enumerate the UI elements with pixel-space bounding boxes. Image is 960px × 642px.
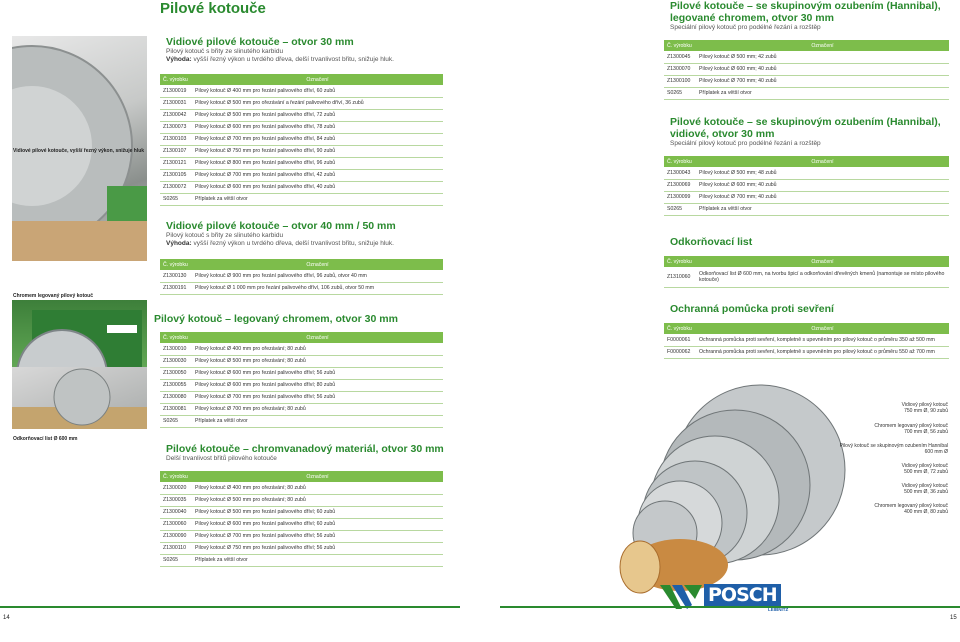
advantage-line: Výhoda: vyšší řezný výkon u tvrdého dřeva, delší trvanlivost břitu, snižuje hluk. (166, 240, 394, 247)
table-row (664, 51, 949, 63)
table-row (664, 179, 949, 191)
blade-caption: Pilový kotouč se skupinovým ozubením Hannibal 600 mm Ø (839, 443, 948, 455)
table-row (664, 63, 949, 75)
product-description: Pilový kotouč Ø 750 mm pro řezání palivového dříví; 56 zubů (192, 542, 443, 554)
product-table-chrome (160, 332, 443, 428)
table-row (160, 355, 443, 367)
product-code: Z1300031 (160, 97, 192, 109)
product-table-carbide-30 (160, 74, 443, 206)
section-title-2: legované chromem, otvor 30 mm (670, 12, 834, 24)
product-code: S0265 (664, 203, 696, 215)
product-code: Z1300060 (160, 518, 192, 530)
table-row (160, 554, 443, 566)
product-description: Pilový kotouč Ø 400 mm pro řezání palivového dříví, 60 zubů (192, 85, 443, 97)
product-code: Z1300103 (160, 133, 192, 145)
product-description: Pilový kotouč Ø 400 mm pro ořezávání; 80 zubů (192, 343, 443, 355)
section-subtitle: Delší trvanlivost břitů pilového kotouče (166, 455, 277, 462)
col-code: Č. výrobku (160, 74, 192, 85)
product-description: Pilový kotouč Ø 600 mm pro řezání palivového dříví, 78 zubů (192, 121, 443, 133)
section-title: Pilové kotouče – chromvanadový materiál, otvor 30 mm (166, 443, 444, 455)
product-code: Z1300030 (160, 355, 192, 367)
table-row (160, 121, 443, 133)
table-row (160, 169, 443, 181)
blade-caption: Chromem legovaný pilový kotouč 700 mm Ø, 56 zubů (874, 423, 948, 435)
product-description: Pilový kotouč Ø 700 mm pro řezání palivového dříví; 56 zubů (192, 391, 443, 403)
product-code: S0265 (160, 554, 192, 566)
product-description: Pilový kotouč Ø 700 mm pro ořezávání; 80 zubů (192, 403, 443, 415)
product-code: F0000061 (664, 334, 696, 346)
product-code: Z1300045 (664, 51, 696, 63)
col-desc: Označení (696, 323, 949, 334)
table-row (160, 494, 443, 506)
col-desc: Označení (696, 156, 949, 167)
section-subtitle: Pilový kotouč s břity ze slinutého karbidu (166, 232, 284, 239)
product-description: Pilový kotouč Ø 500 mm pro řezání palivového dříví; 60 zubů (192, 506, 443, 518)
product-code: Z1300040 (160, 506, 192, 518)
product-description: Pilový kotouč Ø 700 mm pro řezání palivového dříví, 42 zubů (192, 169, 443, 181)
table-row (664, 167, 949, 179)
product-code: Z1300020 (160, 482, 192, 494)
table-row (160, 415, 443, 427)
product-code: S0265 (160, 415, 192, 427)
section-title-debarker: Odkorňovací list (670, 236, 753, 248)
product-description: Ochranná pomůcka proti sevření, kompletně s upevněním pro pilový kotouč o průměru 350 až 500 mm (696, 334, 949, 346)
photo-debarker (12, 367, 147, 429)
col-desc: Označení (192, 74, 443, 85)
table-row (160, 145, 443, 157)
product-description: Pilový kotouč Ø 500 mm pro ořezávání a řezání palivového dříví, 36 zubů (192, 97, 443, 109)
table-row (160, 181, 443, 193)
table-row (160, 85, 443, 97)
table-row (664, 267, 949, 287)
section-hannibal-chrome (670, 0, 960, 32)
product-code: Z1300105 (160, 169, 192, 181)
product-code: S0265 (160, 193, 192, 205)
table-row (664, 334, 949, 346)
section-title: Vidiové pilové kotouče – otvor 40 mm / 50 mm (166, 220, 396, 232)
product-table-carbide-40-50 (160, 259, 443, 295)
page-number-left: 14 (3, 615, 10, 621)
product-code: Z1300081 (160, 403, 192, 415)
product-code: Z1300043 (664, 167, 696, 179)
product-code: Z1300090 (160, 530, 192, 542)
product-description: Pilový kotouč Ø 400 mm pro ořezávání; 80 zubů (192, 482, 443, 494)
table-row (664, 346, 949, 358)
table-row (160, 97, 443, 109)
product-code: Z1300042 (160, 109, 192, 121)
product-code: Z1300019 (160, 85, 192, 97)
section-title: Vidiové pilové kotouče – otvor 30 mm (166, 36, 354, 48)
product-description: Pilový kotouč Ø 600 mm pro řezání palivového dříví; 56 zubů (192, 367, 443, 379)
page-number-right: 15 (950, 615, 957, 621)
product-description: Pilový kotouč Ø 750 mm pro řezání palivového dříví, 90 zubů (192, 145, 443, 157)
product-description: Odkorňovací list Ø 600 mm, na tvorbu špicí a odkorňování dřevěných kmenů (namontuje se místo pilového kotouče) (696, 267, 949, 287)
section-title-2: vidiové, otvor 30 mm (670, 128, 775, 140)
product-code: Z1300130 (160, 270, 192, 282)
product-description: Pilový kotouč Ø 600 mm pro řezání palivového dříví, 40 zubů (192, 181, 443, 193)
footer-rule-left (0, 606, 460, 608)
product-table-chromvanadium (160, 471, 443, 567)
product-code: Z1300191 (160, 282, 192, 294)
section-title: Pilové kotouče – se skupinovým ozubením (Hannibal), (670, 0, 941, 12)
table-row (160, 403, 443, 415)
table-row (160, 157, 443, 169)
product-code: Z1300099 (664, 191, 696, 203)
table-row (160, 193, 443, 205)
logo-text: POSCH (704, 584, 781, 606)
table-row (160, 530, 443, 542)
product-description: Pilový kotouč Ø 500 mm pro ořezávání; 80 zubů (192, 494, 443, 506)
product-description: Pilový kotouč Ø 700 mm pro řezání palivového dříví, 84 zubů (192, 133, 443, 145)
section-hannibal-carbide (670, 116, 960, 148)
product-description: Ochranná pomůcka proti sevření, kompletně s upevněním pro pilový kotouč o průměru 550 až 700 mm (696, 346, 949, 358)
product-code: Z1300069 (664, 179, 696, 191)
section-title-anti-pinch: Ochranná pomůcka proti sevření (670, 303, 834, 315)
saw-blades-image (585, 375, 865, 595)
blade-caption: Vidiový pilový kotouč 500 mm Ø, 36 zubů (901, 483, 948, 495)
product-description: Pilový kotouč Ø 600 mm; 40 zubů (696, 179, 949, 191)
table-row (664, 203, 949, 215)
product-table-debarker (664, 256, 949, 288)
product-description: Příplatek za větší otvor (696, 203, 949, 215)
table-row (160, 109, 443, 121)
section-title-chrome: Pilový kotouč – legovaný chromem, otvor 30 mm (154, 313, 398, 325)
product-description: Příplatek za větší otvor (192, 193, 443, 205)
table-row (160, 282, 443, 294)
col-desc: Označení (696, 256, 949, 267)
product-description: Příplatek za větší otvor (192, 415, 443, 427)
blade-caption: Chromem legovaný pilový kotouč 400 mm Ø, 80 zubů (874, 503, 948, 515)
section-subtitle: Pilový kotouč s břity ze slinutého karbidu (166, 48, 284, 55)
table-row (160, 379, 443, 391)
section-subtitle: Speciální pilový kotouč pro podélné řezání a rozštěp (670, 140, 821, 147)
logo-subtext: LEIBNITZ (768, 607, 789, 612)
caption-chrome: Chromem legovaný pilový kotouč (13, 293, 94, 299)
product-code: Z1310060 (664, 267, 696, 287)
table-row (664, 75, 949, 87)
table-row (160, 367, 443, 379)
table-row (160, 506, 443, 518)
product-code: Z1300080 (160, 391, 192, 403)
col-code: Č. výrobku (664, 40, 696, 51)
advantage-line: Výhoda: vyšší řezný výkon u tvrdého dřeva, delší trvanlivost břitu, snižuje hluk. (166, 56, 394, 63)
product-description: Pilový kotouč Ø 600 mm pro řezání palivového dříví; 80 zubů (192, 379, 443, 391)
product-code: Z1300100 (664, 75, 696, 87)
product-description: Pilový kotouč Ø 700 mm; 40 zubů (696, 75, 949, 87)
col-desc: Označení (192, 259, 443, 270)
col-desc: Označení (192, 332, 443, 343)
product-description: Pilový kotouč Ø 500 mm pro ořezávání; 80 zubů (192, 355, 443, 367)
posch-logo (660, 583, 800, 613)
product-description: Pilový kotouč Ø 900 mm pro řezání palivového dříví, 96 zubů, otvor 40 mm (192, 270, 443, 282)
product-code: Z1300073 (160, 121, 192, 133)
table-row (664, 87, 949, 99)
product-code: Z1300072 (160, 181, 192, 193)
section-subtitle: Speciální pilový kotouč pro podélné řezání a rozštěp (670, 24, 821, 31)
product-code: Z1300035 (160, 494, 192, 506)
blade-captions (830, 402, 948, 515)
product-code: S0265 (664, 87, 696, 99)
col-desc: Označení (192, 471, 443, 482)
product-description: Příplatek za větší otvor (192, 554, 443, 566)
table-row (160, 133, 443, 145)
col-code: Č. výrobku (664, 323, 696, 334)
table-row (160, 518, 443, 530)
table-row (160, 270, 443, 282)
product-code: Z1300107 (160, 145, 192, 157)
col-desc: Označení (696, 40, 949, 51)
col-code: Č. výrobku (160, 259, 192, 270)
caption-debarker: Odkorňovací list Ø 600 mm (13, 436, 78, 442)
col-code: Č. výrobku (160, 332, 192, 343)
footer-rule-right (500, 606, 960, 608)
product-code: Z1300070 (664, 63, 696, 75)
product-description: Pilový kotouč Ø 700 mm; 40 zubů (696, 191, 949, 203)
section-title: Pilové kotouče – se skupinovým ozubením (Hannibal), (670, 116, 941, 128)
section-chromvanadium (166, 443, 446, 463)
table-row (160, 391, 443, 403)
table-row (160, 343, 443, 355)
section-carbide-40-50 (166, 220, 446, 248)
product-code: Z1300010 (160, 343, 192, 355)
product-description: Pilový kotouč Ø 600 mm pro řezání palivového dříví; 60 zubů (192, 518, 443, 530)
table-row (664, 191, 949, 203)
product-table-hannibal-carbide (664, 156, 949, 216)
col-code: Č. výrobku (160, 471, 192, 482)
col-code: Č. výrobku (664, 156, 696, 167)
debarker-illustration (12, 367, 147, 429)
product-description: Pilový kotouč Ø 600 mm; 40 zubů (696, 63, 949, 75)
product-code: Z1300121 (160, 157, 192, 169)
product-description: Pilový kotouč Ø 1 000 mm pro řezání palivového dříví, 106 zubů, otvor 50 mm (192, 282, 443, 294)
product-table-anti-pinch (664, 323, 949, 359)
product-code: F0000062 (664, 346, 696, 358)
product-code: Z1300055 (160, 379, 192, 391)
section-carbide-30 (166, 36, 446, 64)
product-table-hannibal-chrome (664, 40, 949, 100)
product-description: Pilový kotouč Ø 700 mm pro řezání palivového dříví; 56 zubů (192, 530, 443, 542)
blade-caption: Vidiový pilový kotouč 750 mm Ø, 90 zubů (901, 402, 948, 414)
col-code: Č. výrobku (664, 256, 696, 267)
page-title: Pilové kotouče (160, 0, 266, 17)
product-code: Z1300110 (160, 542, 192, 554)
product-description: Pilový kotouč Ø 500 mm; 48 zubů (696, 167, 949, 179)
product-description: Pilový kotouč Ø 500 mm; 42 zubů (696, 51, 949, 63)
product-description: Pilový kotouč Ø 800 mm pro řezání palivového dříví, 96 zubů (192, 157, 443, 169)
table-row (160, 542, 443, 554)
blade-caption: Vidiový pilový kotouč 500 mm Ø, 72 zubů (901, 463, 948, 475)
product-description: Příplatek za větší otvor (696, 87, 949, 99)
product-code: Z1300050 (160, 367, 192, 379)
table-row (160, 482, 443, 494)
product-description: Pilový kotouč Ø 500 mm pro řezání palivového dříví, 72 zubů (192, 109, 443, 121)
caption-carbide: Vidiové pilové kotouče, vyšší řezný výkon, snižuje hluk (13, 148, 145, 154)
